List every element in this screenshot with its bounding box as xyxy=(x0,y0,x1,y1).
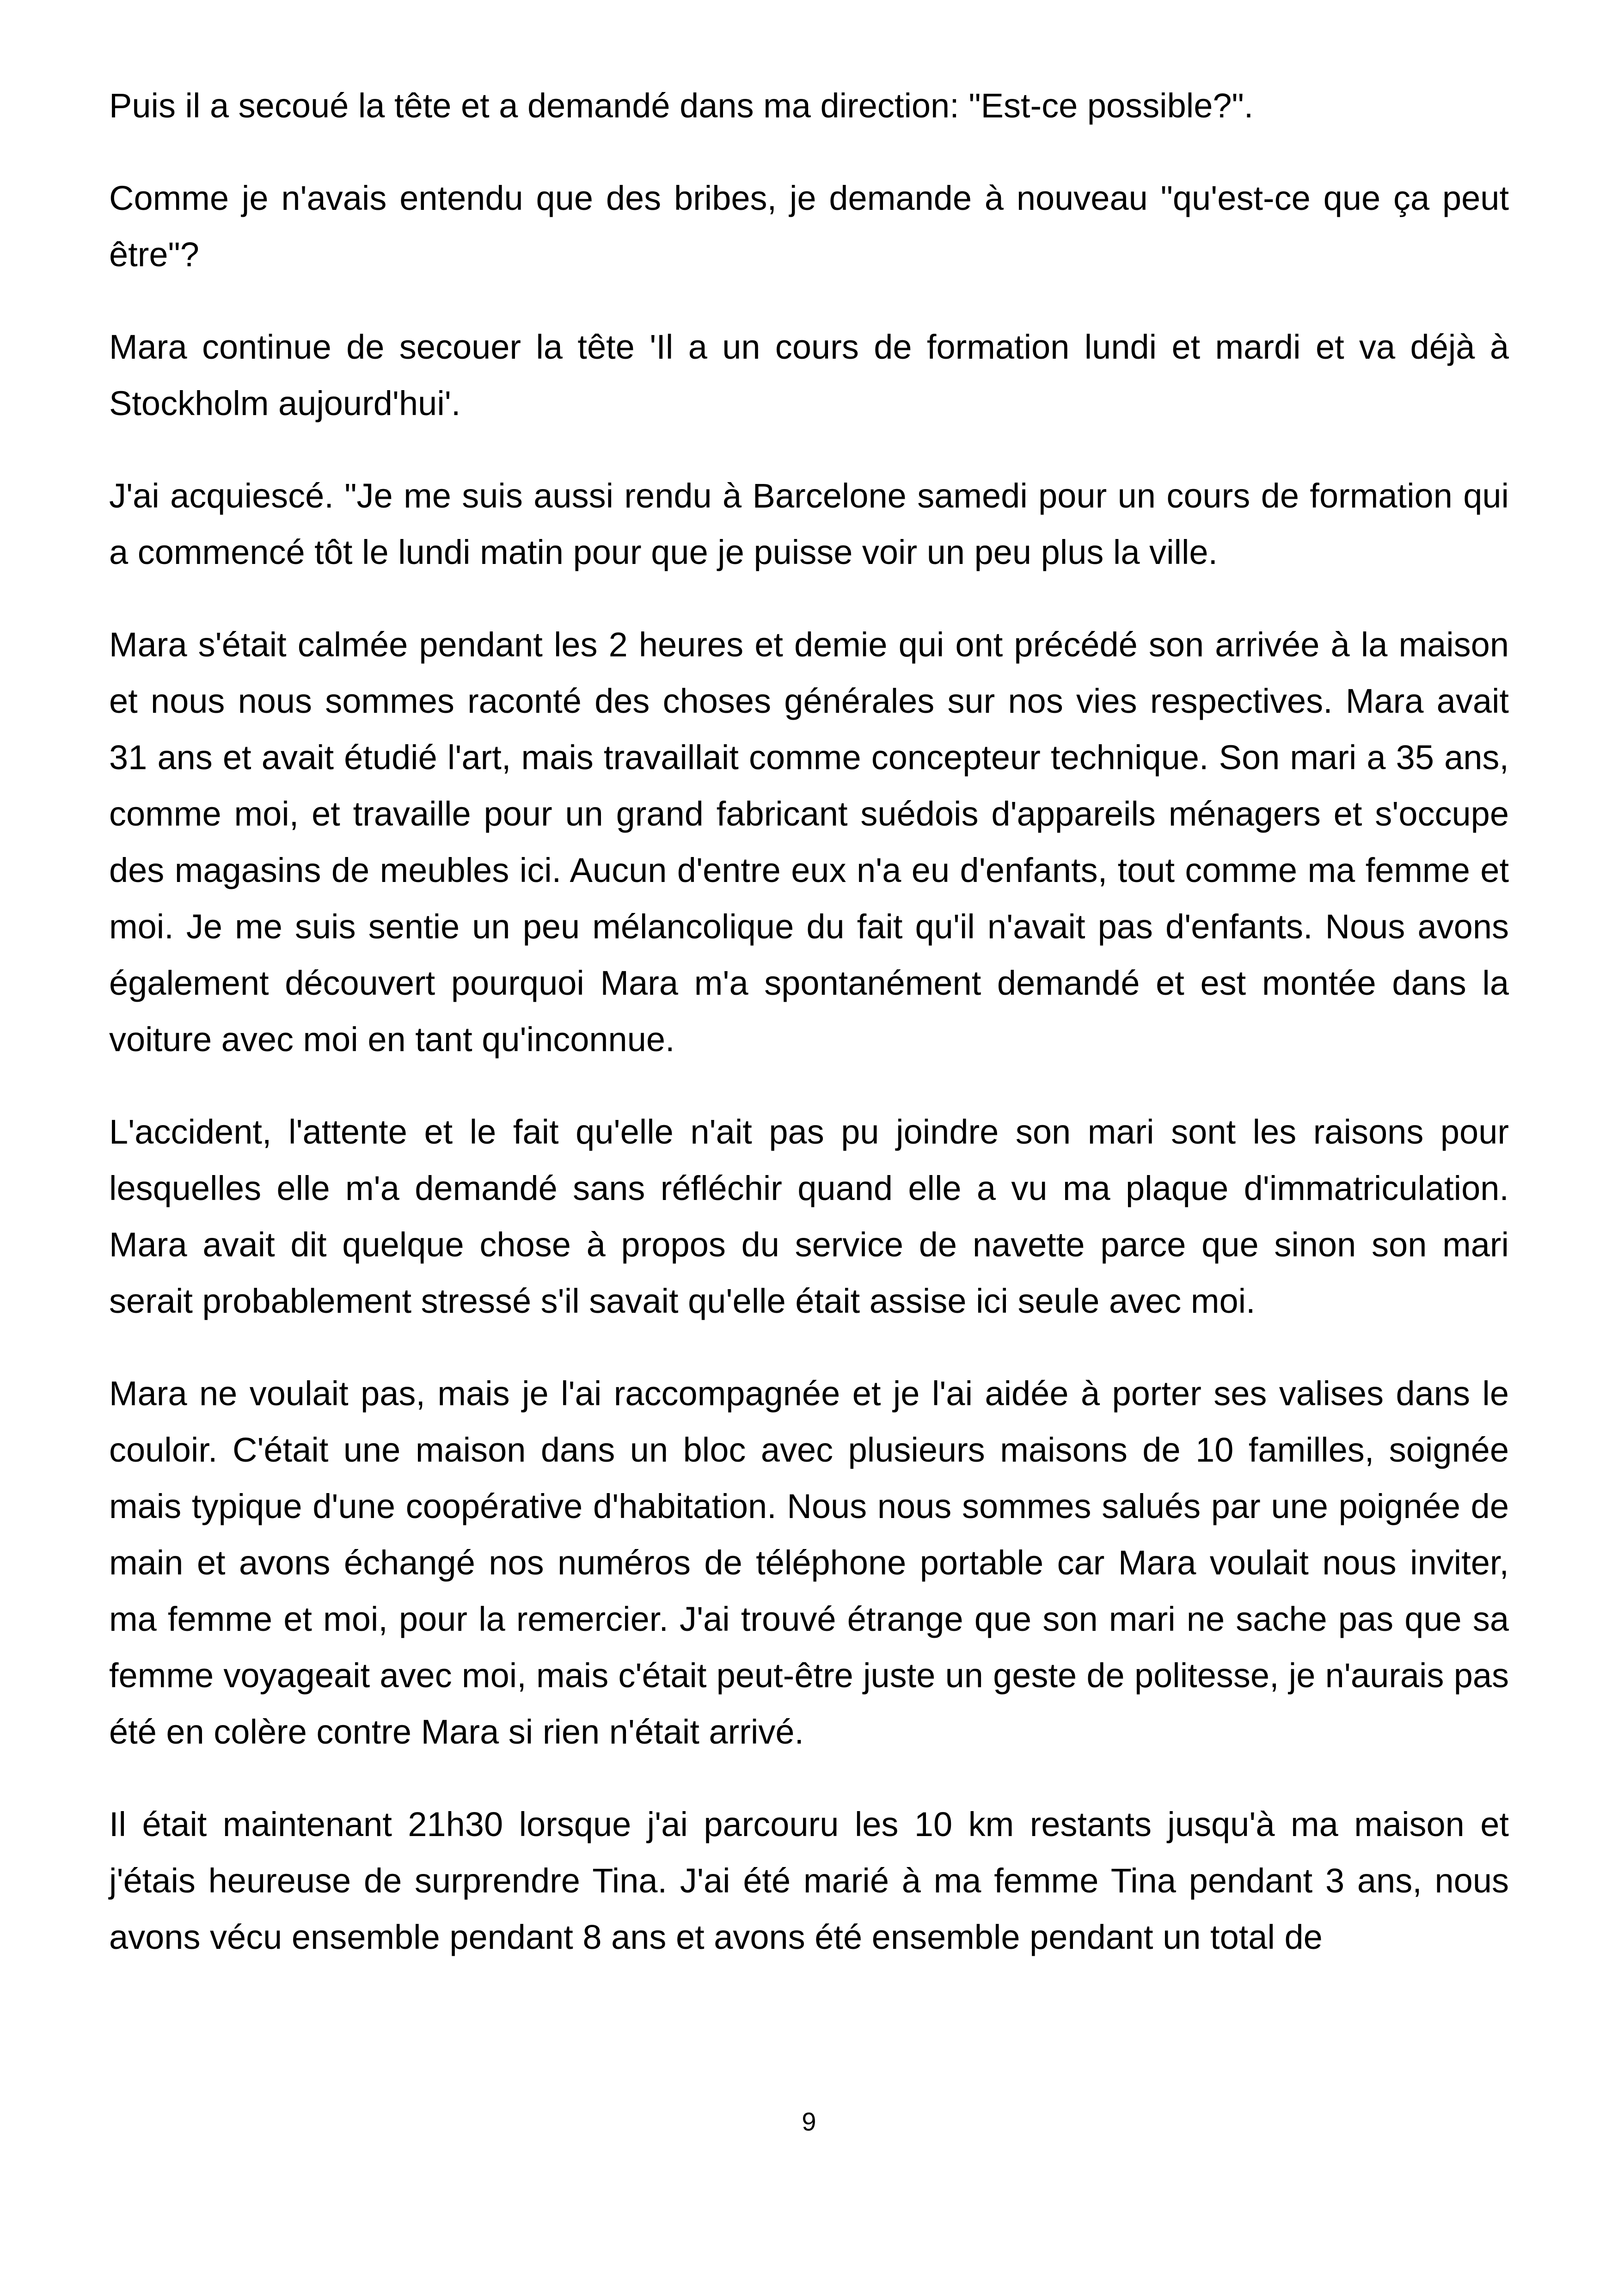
paragraph-6: L'accident, l'attente et le fait qu'elle n'ait pas pu joindre son mari sont les raisons pour lesquelles elle m'a demandé sans réfléchir quand elle a vu ma plaque d'immatriculation. Mara avait dit quelque chose à propos du service de navette parce que sinon son mari serait probablement stressé s'il savait qu'elle était assise ici seule avec moi. xyxy=(109,1113,1509,1320)
text-body xyxy=(109,78,1509,1965)
paragraph-1: Puis il a secoué la tête et a demandé dans ma direction: "Est-ce possible?". xyxy=(109,86,1254,125)
paragraph-8: Il était maintenant 21h30 lorsque j'ai parcouru les 10 km restants jusqu'à ma maison et j'étais heureuse de surprendre Tina. J'ai été marié à ma femme Tina pendant 3 ans, nous avons vécu ensemble pendant 8 ans et avons été ensemble pendant un total de xyxy=(109,1805,1509,1956)
paragraph-5: Mara s'était calmée pendant les 2 heures et demie qui ont précédé son arrivée à la maison et nous nous sommes raconté des choses générales sur nos vies respectives. Mara avait 31 ans et avait étudié l'art, mais travaillait comme concepteur technique. Son mari a 35 ans, comme moi, et travaille pour un grand fabricant suédois d'appareils ménagers et s'occupe des magasins de meubles ici. Aucun d'entre eux n'a eu d'enfants, tout comme ma femme et moi. Je me suis sentie un peu mélancolique du fait qu'il n'avait pas d'enfants. Nous avons également découvert pourquoi Mara m'a spontanément demandé et est montée dans la voiture avec moi en tant qu'inconnue. xyxy=(109,625,1509,1059)
paragraph-2: Comme je n'avais entendu que des bribes, je demande à nouveau "qu'est-ce que ça peut être"? xyxy=(109,179,1509,274)
paragraph-4: J'ai acquiescé. "Je me suis aussi rendu à Barcelone samedi pour un cours de formation qui a commencé tôt le lundi matin pour que je puisse voir un peu plus la ville. xyxy=(109,477,1509,571)
paragraph-7: Mara ne voulait pas, mais je l'ai raccompagnée et je l'ai aidée à porter ses valises dans le couloir. C'était une maison dans un bloc avec plusieurs maisons de 10 familles, soignée mais typique d'une coopérative d'habitation. Nous nous sommes salués par une poignée de main et avons échangé nos numéros de téléphone portable car Mara voulait nous inviter, ma femme et moi, pour la remercier. J'ai trouvé étrange que son mari ne sache pas que sa femme voyageait avec moi, mais c'était peut-être juste un geste de politesse, je n'aurais pas été en colère contre Mara si rien n'était arrivé. xyxy=(109,1374,1509,1751)
paragraph-3: Mara continue de secouer la tête 'Il a un cours de formation lundi et mardi et va déjà à Stockholm aujourd'hui'. xyxy=(109,328,1509,422)
page-number: 9 xyxy=(802,2107,816,2136)
